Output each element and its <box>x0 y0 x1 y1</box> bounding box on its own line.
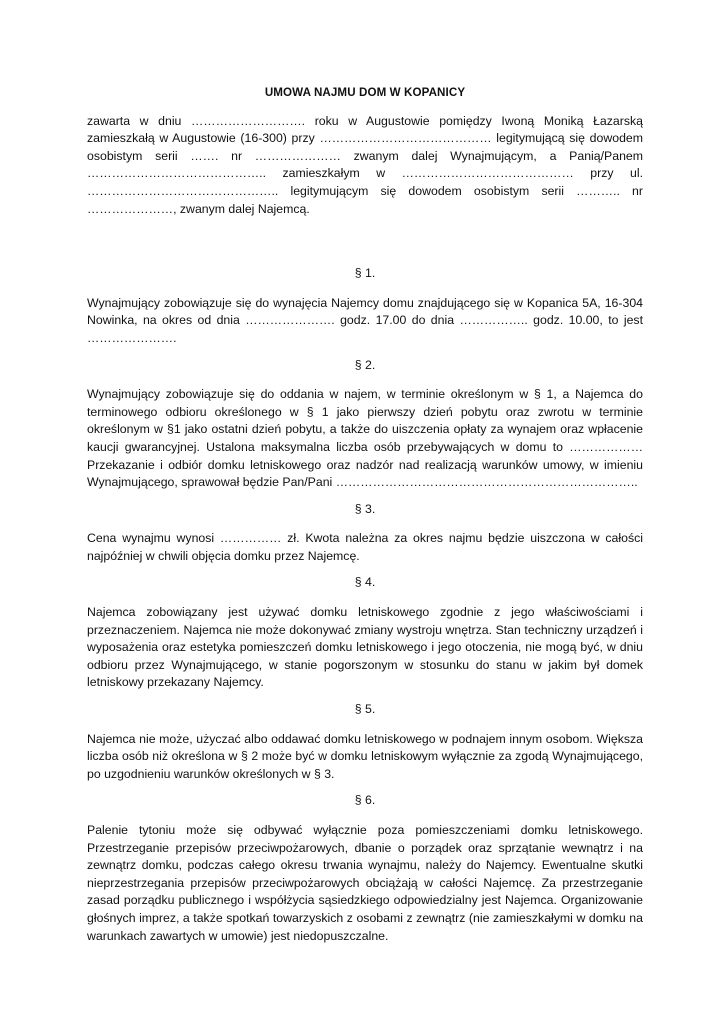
section-4-text: Najemca zobowiązany jest używać domku letniskowego zgodnie z jego właściwościami i przeznaczeniem. Najemca nie może dokonywać zmiany wystroju wnętrza. Stan techniczny urządzeń i wyposażenia oraz estetyka pomieszczeń domku letniskowego i jego otoczenia, nie mogą być, w dniu odbioru przez Wynajmującego, w stanie pogorszonym w stosunku do stanu w jakim był domek letniskowy przekazany Najemcy. <box>87 605 643 690</box>
spacer <box>87 592 643 604</box>
section-4-heading: § 4. <box>354 575 376 590</box>
document-title: UMOWA NAJMU DOM W KOPANICY <box>264 86 466 99</box>
section-6-heading: § 6. <box>354 793 376 808</box>
spacer <box>87 783 643 792</box>
spacer <box>87 810 643 822</box>
spacer <box>87 374 643 386</box>
section-3-heading: § 3. <box>354 501 376 516</box>
section-3-text: Cena wynajmu wynosi …………… zł. Kwota należna za okres najmu będzie uiszczona w całości najpóźniej w chwili objęcia domku przez Najemcę. <box>87 531 643 563</box>
spacer <box>87 518 643 530</box>
spacer <box>87 253 643 265</box>
spacer <box>87 492 643 501</box>
spacer <box>87 218 643 253</box>
section-1-text: Wynajmujący zobowiązuje się do wynajęcia Najemcy domu znajdującego się w Kopanica 5A, 16-304 Nowinka, na okres od dnia …………………. godz. 17.00 do dnia …………….. godz. 10.00, to jest …………………. <box>87 295 643 345</box>
spacer <box>87 692 643 701</box>
document-page <box>87 84 643 945</box>
intro-paragraph: zawarta w dniu ………………………. roku w Augustowie pomiędzy Iwoną Moniką Łazarską zamieszkałą w Augustowie (16-300) przy …………………………………… legitymującą się dowodem osobistym serii ……. nr ………………… zwanym dalej Wynajmującym, a Panią/Panem …………………………………….. zamieszkałym w …………………………………… przy ul. ……………………………………….. legitymującym się dowodem osobistym serii ……….. nr …………………, zwanym dalej Najemcą. <box>87 113 643 216</box>
section-1-heading: § 1. <box>354 266 376 281</box>
section-5-text: Najemca nie może, użyczać albo oddawać domku letniskowego w podnajem innym osobom. Większa liczba osób niż określona w § 2 może być w domku letniskowym wyłącznie za zgodą Wynajmującego, po uzgodnieniu warunków określonych w § 3. <box>87 731 643 781</box>
spacer <box>87 348 643 357</box>
section-5-heading: § 5. <box>354 702 376 717</box>
spacer <box>87 283 643 295</box>
spacer <box>87 719 643 731</box>
spacer <box>87 565 643 574</box>
section-2-text: Wynajmujący zobowiązuje się do oddania w najem, w terminie określonym w § 1, a Najemca do terminowego odbioru określonego w § 1 jako pierwszy dzień pobytu oraz zwrotu w terminie określonym w §1 jako ostatni dzień pobytu, a także do uiszczenia opłaty za wynajem oraz wpłacenie kaucji gwarancyjnej. Ustalona maksymalna liczba osób przebywających w domu to ……………… Przekazanie i odbiór domku letniskowego oraz nadzór nad realizacją warunków umowy, w imieniu Wynajmującego, sprawował będzie Pan/Pani ……………………………………………………………….. <box>87 387 643 490</box>
section-2-heading: § 2. <box>354 357 376 372</box>
section-6-text: Palenie tytoniu może się odbywać wyłącznie poza pomieszczeniami domku letniskowego. Przestrzeganie przepisów przeciwpożarowych, dbanie o porządek oraz sprzątanie wewnątrz i na zewnątrz domku, podczas całego okresu trwania wynajmu, należy do Najemcy. Ewentualne skutki nieprzestrzegania przepisów przeciwpożarowych obciążają w całości Najemcę. Za przestrzeganie zasad porządku publicznego i współżycia sąsiedzkiego odpowiedzialny jest Najemca. Organizowanie głośnych imprez, a także spotkań towarzyskich z osobami z zewnątrz (nie zamieszkałymi w domku na warunkach zawartych w umowie) jest niedopuszczalne. <box>87 823 643 943</box>
